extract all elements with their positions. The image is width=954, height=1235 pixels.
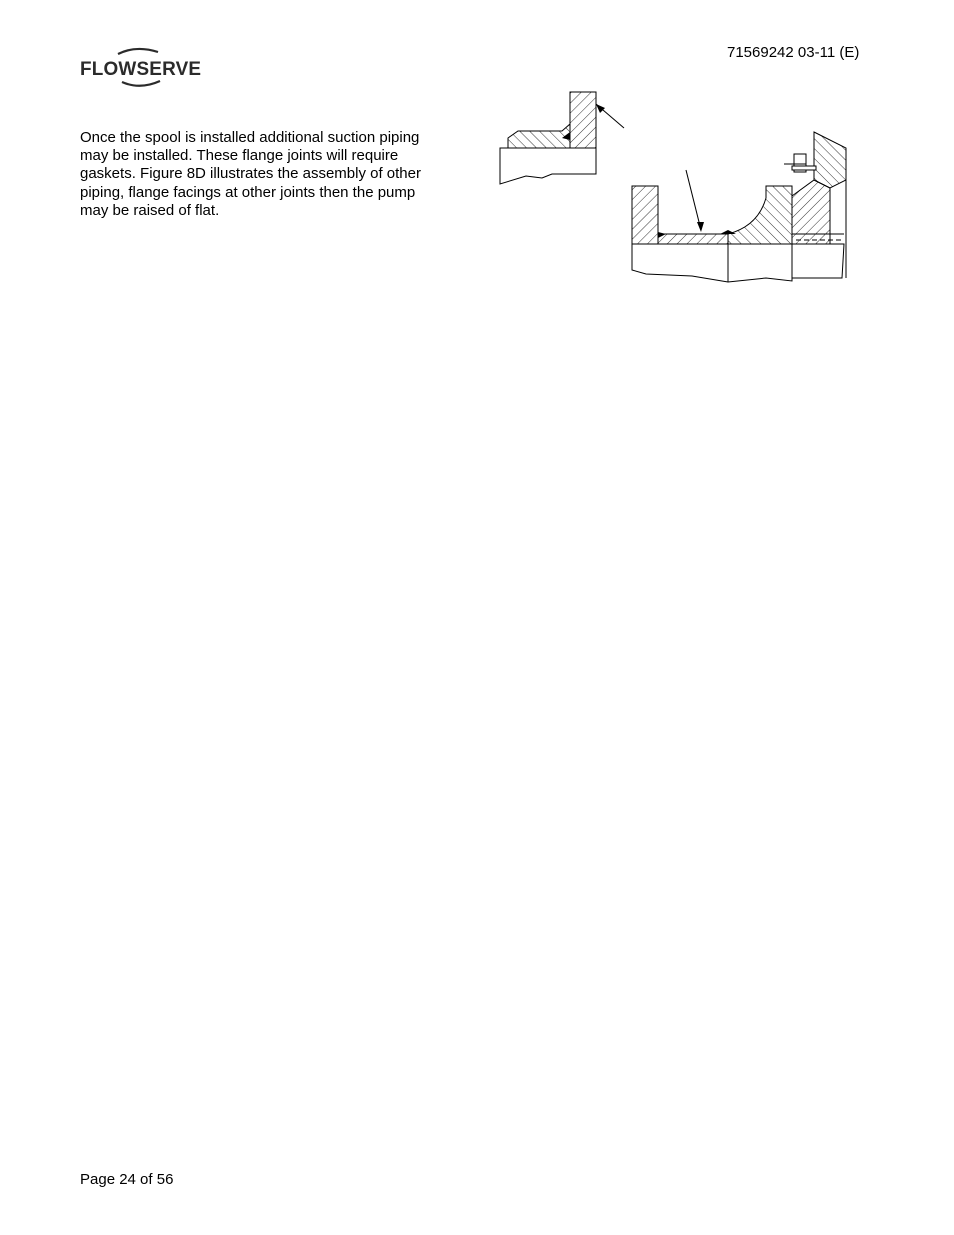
flange-assembly-drawing — [496, 88, 854, 288]
logo-wordmark: FLOWSERVE — [80, 58, 202, 80]
document-number: 71569242 03-11 (E) — [727, 44, 860, 61]
body-paragraph — [80, 129, 452, 220]
body-line: Once the spool is installed additional suction piping — [80, 129, 420, 146]
body-line: may be raised of flat. — [80, 201, 220, 219]
page-number: Page 24 of 56 — [80, 1171, 174, 1188]
body-line: may be installed. These flange joints will require — [80, 147, 399, 165]
body-line: gaskets. Figure 8D illustrates the assembly of other — [80, 165, 421, 183]
flowserve-logo — [78, 44, 200, 90]
body-line: piping, flange facings at other joints then the pump — [80, 183, 416, 201]
